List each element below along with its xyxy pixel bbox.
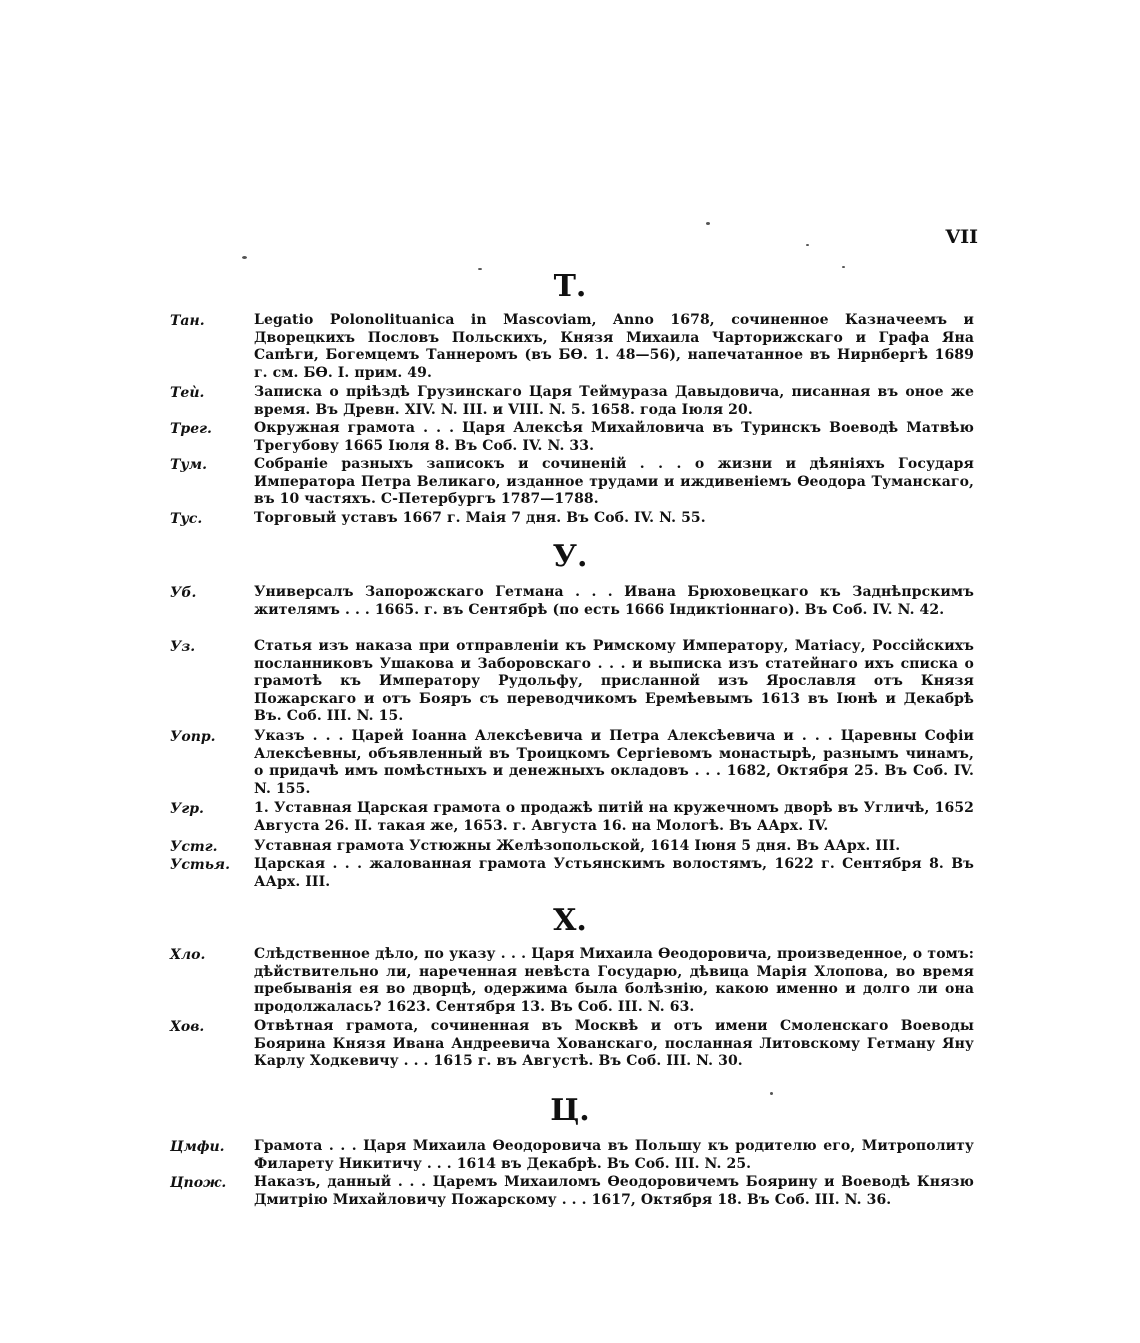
entry-abbreviation: Теѝ. xyxy=(170,385,205,401)
section-letter-u: У. xyxy=(552,539,588,574)
entry-text: Наказъ, данный . . . Царемъ Михаиломъ Ѳеодоровичемъ Боярину и Воеводѣ Князю Дмитрію Михайловичу Пожарскому . . . 1617, Октября 18. Въ Соб. III. N. 36. xyxy=(254,1174,974,1208)
entry-abbreviation: Устг. xyxy=(170,839,218,855)
entry-text: Собраніе разныхъ записокъ и сочиненій . . . о жизни и дѣяніяхъ Государя Императора Петра Великаго, изданное трудами и иждивеніемъ Ѳеодора Туманскаго, въ 10 частяхъ. С-Петербургъ 1787—1788. xyxy=(254,456,974,508)
scan-speck xyxy=(706,222,710,225)
entry-text: Записка о пріѣздѣ Грузинскаго Царя Теймураза Давыдовича, писанная въ оное же время. Въ Древн. XIV. N. III. и VIII. N. 5. 1658. года Іюля 20. xyxy=(254,384,974,418)
entry-abbreviation: Уз. xyxy=(170,639,196,655)
scan-speck xyxy=(842,266,845,268)
entry-text: Legatio Polonolituanica in Mascoviam, Anno 1678, сочиненное Казначеемъ и Дворецкихъ Пословъ Польскихъ, Князя Михаила Чарторижскаго и Графа Яна Сапѣги, Богемцемъ Таннеромъ (въ БѲ. 1. 48—56), напечатанное въ Нирнбергѣ 1689 г. см. БѲ. I. прим. 49. xyxy=(254,312,974,381)
entry-text: Указъ . . . Царей Іоанна Алексѣевича и Петра Алексѣевича и . . . Царевны Софіи Алексѣевны, объявленный въ Троицкомъ Сергіевомъ монастырѣ, разнымъ чинамъ, о придачѣ имъ помѣстныхъ и денежныхъ окладовъ . . . 1682, Октября 25. Въ Соб. IV. N. 155. xyxy=(254,728,974,797)
scan-speck xyxy=(806,244,809,246)
entry-abbreviation: Угр. xyxy=(170,801,204,817)
entry-text: Торговый уставъ 1667 г. Маія 7 дня. Въ Соб. IV. N. 55. xyxy=(254,510,706,526)
entry-abbreviation: Тум. xyxy=(170,457,207,473)
entry-text: Грамота . . . Царя Михаила Ѳеодоровича въ Польшу къ родителю его, Митрополиту Филарету Никитичу . . . 1614 въ Декабрѣ. Въ Соб. III. N. 25. xyxy=(254,1138,974,1172)
entry-text: Отвѣтная грамота, сочиненная въ Москвѣ и отъ имени Смоленскаго Воеводы Боярина Князя Ивана Андреевича Хованскаго, посланная Литовскому Гетману Яну Карлу Ходкевичу . . . 1615 г. въ Августѣ. Въ Соб. III. N. 30. xyxy=(254,1018,974,1070)
entry-text: Слѣдственное дѣло, по указу . . . Царя Михаила Ѳеодоровича, произведенное, о томъ: дѣйствительно ли, нареченная невѣста Государю, дѣвица Марія Хлопова, во время пребыванія ея во дворцѣ, одержима была болѣзнію, какою именно и долго ли она продолжалась? 1623. Сентября 13. Въ Соб. III. N. 63. xyxy=(254,946,974,1015)
entry-abbreviation: Цмфи. xyxy=(170,1139,225,1155)
section-letter-t: Т. xyxy=(553,269,587,304)
section-letter-ts: Ц. xyxy=(550,1093,590,1128)
entry-abbreviation: Уопр. xyxy=(170,729,216,745)
scan-speck xyxy=(242,256,247,259)
entry-text: Статья изъ наказа при отправленіи къ Римскому Императору, Матіасу, Россійскихъ посланниковъ Ушакова и Заборовскаго . . . и выписка изъ статейнаго ихъ списка о грамотѣ къ Императору Рудольфу, присланной изъ Ярославля отъ Князя Пожарскаго и отъ Бояръ съ переводчикомъ Еремѣевымъ 1613 въ Іюнѣ и Декабрѣ Въ. Соб. III. N. 15. xyxy=(254,638,974,725)
entry-abbreviation: Хов. xyxy=(170,1019,205,1035)
page-number: VII xyxy=(945,226,978,248)
entry-abbreviation: Хло. xyxy=(170,947,206,963)
entry-text: Окружная грамота . . . Царя Алексѣя Михайловича въ Туринскъ Воеводѣ Матвѣю Трегубову 1665 Іюля 8. Въ Соб. IV. N. 33. xyxy=(254,420,974,454)
entry-abbreviation: Цпож. xyxy=(170,1175,227,1191)
entry-abbreviation: Уб. xyxy=(170,585,197,601)
scan-speck xyxy=(478,268,482,270)
entry-abbreviation: Устья. xyxy=(170,857,230,873)
section-letter-kh: Х. xyxy=(553,903,587,938)
entry-abbreviation: Тус. xyxy=(170,511,203,527)
entry-abbreviation: Трег. xyxy=(170,421,212,437)
entry-text: Царская . . . жалованная грамота Устьянскимъ волостямъ, 1622 г. Сентября 8. Въ ААрх. III. xyxy=(254,856,974,890)
entry-text: 1. Уставная Царская грамота о продажѣ питій на кружечномъ дворѣ въ Угличѣ, 1652 Августа 26. II. такая же, 1653. г. Августа 16. на Мологѣ. Въ ААрх. IV. xyxy=(254,800,974,834)
scan-speck xyxy=(770,1092,773,1095)
entry-text: Универсалъ Запорожскаго Гетмана . . . Ивана Брюховецкаго къ Заднѣпрскимъ жителямъ . . . 1665. г. въ Сентябрѣ (по есть 1666 Індиктіоннаго). Въ Соб. IV. N. 42. xyxy=(254,584,974,618)
entry-text: Уставная грамота Устюжны Желѣзопольской, 1614 Іюня 5 дня. Въ ААрх. III. xyxy=(254,838,901,854)
entry-abbreviation: Тан. xyxy=(170,313,205,329)
